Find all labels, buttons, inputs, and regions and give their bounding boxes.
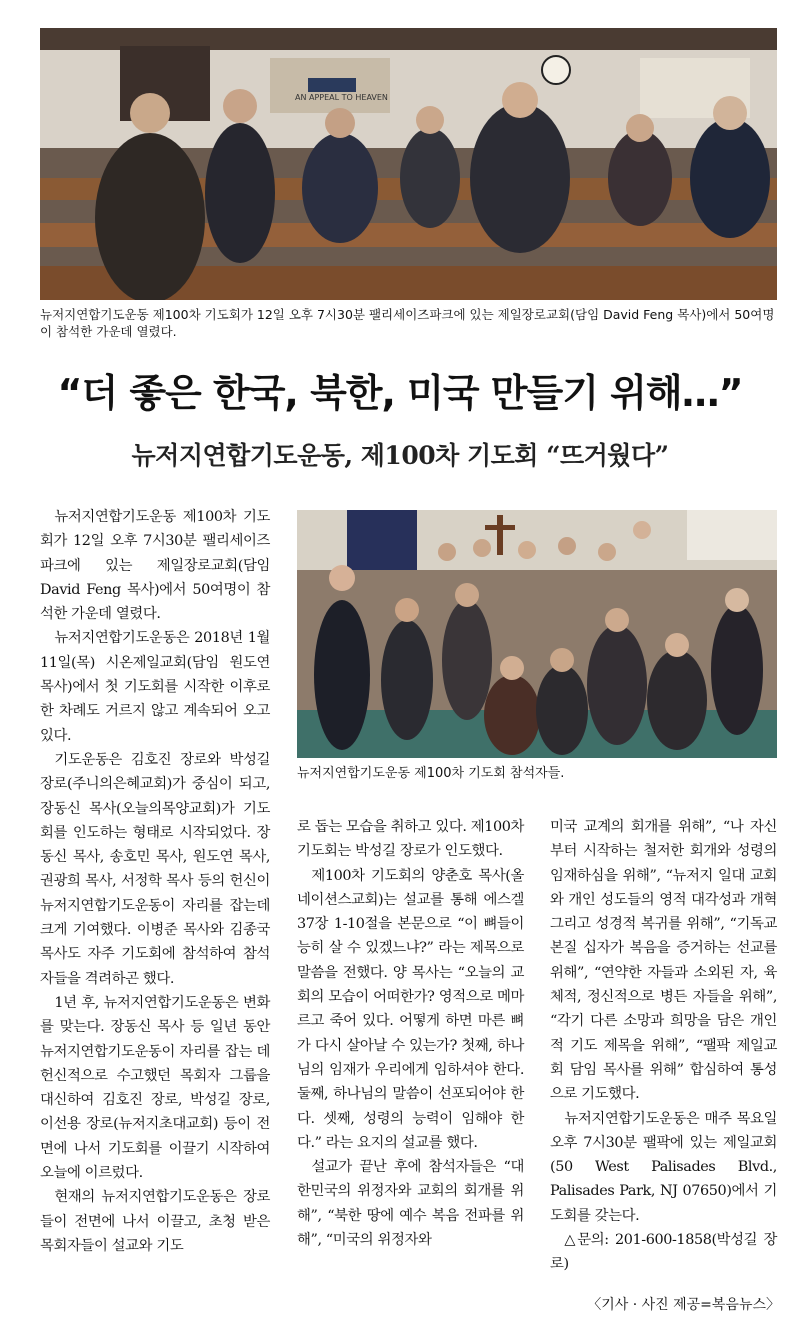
paragraph: 미국 교계의 회개를 위해”, “나 자신부터 시작하는 철저한 회개와 성령의 임재하심을 위해”, “뉴저지 일대 교회와 개인 성도들의 영적 대각성과 개혁 그리고 성경적 복귀를 위해”, “기독교 본질 십자가 복음을 증거하는 선교를 위해”, “연약한 자들과 소외된 자, 육체적, 정신적으로 병든 자들을 위해”, “각기 다른 소망과 희망을 담은 개인적 기도 제목을 위해”, “팰팍 제일교회 담임 목사를 위해” 합심하여 통성으로 기도했다. bbox=[550, 819, 777, 1103]
worship-service-photo bbox=[40, 28, 777, 300]
group-photo-caption: 뉴저지연합기도운동 제100차 기도회 참석자들. bbox=[297, 766, 565, 781]
paragraph: 제100차 기도회의 양춘호 목사(올네이션스교회)는 설교를 통해 에스겔 37장 1-10절을 본문으로 “이 뼈들이 능히 살 수 있겠느냐?” 라는 제목으로 말씀을 전했다. 양 목사는 “오늘의 교회의 모습이 어떠한가? 영적으로 메마르고 죽어 있다. 어떻게 하면 마른 뼈가 다시 살아날 수 있는가? 첫째, 하나님의 임재가 우리에게 임하셔야 한다. 둘째, 하나님의 말씀이 선포되어야 한다. 셋째, 성령의 능력이 임해야 한다.” 라는 요지의 설교를 했다. bbox=[297, 867, 524, 1151]
photo-credit: 〈기사 · 사진 제공=복음뉴스〉 bbox=[587, 1297, 780, 1313]
participants-group-photo bbox=[297, 510, 777, 758]
paragraph: 기도운동은 김호진 장로와 박성길 장로(주니의은혜교회)가 중심이 되고, 장동신 목사(오늘의목양교회)가 기도회를 인도하는 형태로 시작되었다. 장동신 목사, 송호민 목사, 원도연 목사, 권광희 목사, 서정학 목사 등의 헌신이 뉴저지연합기도운동이 자리를 잡는데 크게 기여했다. 이병준 목사와 김종국 목사도 자주 기도회에 참석하여 참석자들을 격려하곤 했다. bbox=[40, 751, 270, 987]
article-column-1 bbox=[40, 505, 270, 1258]
paragraph: 설교가 끝난 후에 참석자들은 “대한민국의 위정자와 교회의 회개를 위해”, “북한 땅에 예수 복음 전파를 위해”, “미국의 위정자와 bbox=[297, 1159, 524, 1249]
paragraph: 뉴저지연합기도운동 제100차 기도회가 12일 오후 7시30분 팰리세이즈파크에 있는 제일장로교회(담임 David Feng 목사)에서 50여명이 참석한 가운데 열렸다. bbox=[40, 509, 270, 623]
article-column-3 bbox=[550, 815, 777, 1277]
paragraph: 1년 후, 뉴저지연합기도운동은 변화를 맞는다. 장동신 목사 등 일년 동안 뉴저지연합기도운동이 자리를 잡는 데 헌신적으로 수고했던 목회자 그룹을 대신하여 김호진 장로, 박성길 장로, 이선용 장로(뉴저지초대교회) 등이 전면에 나서 기도회를 이끌기 시작하여 오늘에 이르렀다. bbox=[40, 994, 270, 1182]
subheadline: 뉴저지연합기도운동, 제100차 기도회 “뜨거웠다” bbox=[131, 441, 669, 470]
paragraph: 뉴저지연합기도운동은 2018년 1월 11일(목) 시온제일교회(담임 원도연 목사)에서 첫 기도회를 시작한 이후로 한 차례도 거르지 않고 계속되어 오고 있다. bbox=[40, 630, 270, 744]
contact-info: △문의: 201-600-1858(박성길 장로) bbox=[550, 1232, 777, 1273]
headline: “더 좋은 한국, 북한, 미국 만들기 위해…” bbox=[57, 371, 743, 415]
paragraph: 현재의 뉴저지연합기도운동은 장로들이 전면에 나서 이끌고, 초청 받은 목회자들이 설교와 기도 bbox=[40, 1189, 270, 1254]
worship-photo-caption: 뉴저지연합기도운동 제100차 기도회가 12일 오후 7시30분 팰리세이즈파크에 있는 제일장로교회(담임 David Feng 목사)에서 50여명이 참석한 가운데 열렸다. bbox=[40, 307, 775, 339]
banner-text: AN APPEAL TO HEAVEN bbox=[295, 93, 388, 102]
paragraph: 로 돕는 모습을 취하고 있다. 제100차 기도회는 박성길 장로가 인도했다. bbox=[297, 819, 524, 860]
article-column-2 bbox=[297, 815, 524, 1252]
paragraph: 뉴저지연합기도운동은 매주 목요일 오후 7시30분 팰팍에 있는 제일교회(50 West Palisades Blvd., Palisades Park, NJ 07650)에서 기도회를 갖는다. bbox=[550, 1110, 777, 1224]
